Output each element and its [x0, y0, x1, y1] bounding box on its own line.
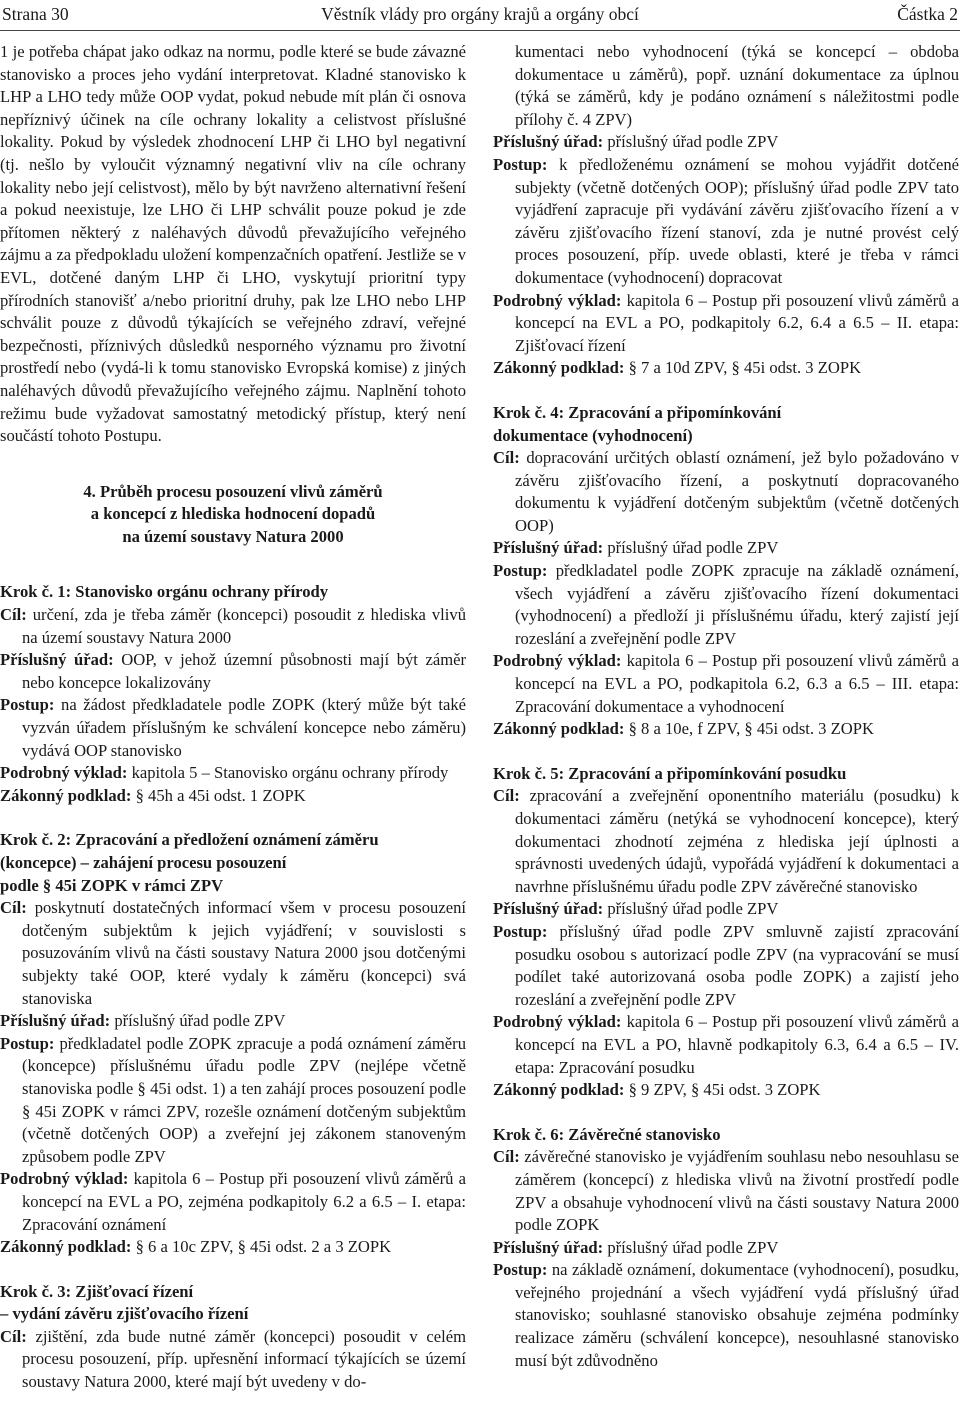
- intro-paragraph: 1 je potřeba chápat jako odkaz na normu, podle které se bude závazné stanovisko a proces jeho vydání interpretovat. Kladné stanovisko k LHP a LHO tedy může OOP vydat, pokud nebude mít plán či osnova nepříznivý účinek na cíle ochrany lokality a celistvost příslušné lokality. Pokud by výsledek zhodnocení LHP či LHO byl negativní (tj. nešlo by vyloučit významný negativní vliv na cíle ochrany lokality nebo její celistvost), mělo by být navrženo alternativní řešení a pokud neexistuje, lze LHO či LHP schválit pouze pokud je zde přítomen některý z naléhavých důvodů převažujícího veřejného zájmu a za předpokladu uložení kompenzačních opatření. Jestliže se v EVL, dotčené daným LHP či LHO, vyskytují prioritní typy přírodních stanovišť a/nebo prioritní druhy, pak lze LHO nebo LHP schválit pouze z důvodů týkajících se veřejného zdraví, veřejné bezpečnosti, příznivých důsledků nesporného významu pro životní prostředí nebo (vydá-li k tomu stanovisko Evropská komise) z jiných naléhavých důvodů převažujícího veřejného zájmu. Naplnění tohoto režimu bude vyžadovat samostatný metodický přístup, který není součástí tohoto Postupu.: [0, 42, 466, 446]
- step-3-procedure: Postup: k předloženému oznámení se mohou vyjádřit dotčené subjekty (včetně dotčených OOP); příslušný úřad podle ZPV tato vyjádření zapracuje při vydávání závěru zjišťovacího řízení a v závěru zjišťovacího řízení stanoví, zda je nutné provést celý proces posouzení, příp. uvede oblasti, které je třeba v rámci dokumentace (vyhodnocení) dopracovat: [493, 154, 959, 287]
- step-3-authority: Příslušný úřad: příslušný úřad podle ZPV: [493, 132, 779, 152]
- section-title-line-3: na území soustavy Natura 2000: [122, 526, 344, 546]
- section-title-line-1: 4. Průběh procesu posouzení vlivů záměrů: [83, 481, 383, 501]
- step-6-title: Krok č. 6: Závěrečné stanovisko: [493, 1124, 721, 1144]
- step-5-legal-basis: Zákonný podklad: § 9 ZPV, § 45i odst. 3 ZOPK: [493, 1080, 821, 1100]
- step-4-legal-basis: Zákonný podklad: § 8 a 10e, f ZPV, § 45i odst. 3 ZOPK: [493, 719, 874, 739]
- step-3-detail: Podrobný výklad: kapitola 6 – Postup při posouzení vlivů záměrů a koncepcí na EVL a PO, podkapitoly 6.2, 6.4 a 6.5 – II. etapa: Zjišťovací řízení: [493, 290, 959, 355]
- step-1: [0, 581, 466, 807]
- step-2-authority: Příslušný úřad: příslušný úřad podle ZPV: [0, 1011, 286, 1031]
- step-2: [0, 829, 466, 1258]
- step-3: [0, 1281, 466, 1394]
- page-header: [0, 2, 960, 26]
- step-6-procedure: Postup: na základě oznámení, dokumentace (vyhodnocení), posudku, veřejného projednání a všech vyjádření vydá příslušný úřad stanovisko; souhlasné stanovisko obsahuje zejména podmínky realizace záměru (schválení koncepce), nesouhlasné stanovisko musí být zdůvodněno: [493, 1260, 959, 1370]
- step-1-goal: Cíl: určení, zda je třeba záměr (koncepci) posoudit z hlediska vlivů na území soustavy Natura 2000: [0, 605, 466, 647]
- step-5-detail: Podrobný výklad: kapitola 6 – Postup při posouzení vlivů záměrů a koncepcí na EVL a PO, hlavně podkapitoly 6.3, 6.4 a 6.5 – IV. etapa: Zpracování posudku: [493, 1012, 959, 1077]
- step-3-goal-continued: kumentaci nebo vyhodnocení (týká se koncepcí – obdoba dokumentace u záměrů), popř. uznání dokumentace za úplnou (týká se záměrů, kdy je podáno oznámení s náležitostmi podle přílohy č. 4 ZPV): [515, 42, 959, 129]
- step-6-goal: Cíl: závěrečné stanovisko je vyjádřením souhlasu nebo nesouhlasu se záměrem (koncepcí) z hlediska vlivů na životní prostředí podle ZPV a obsahuje vyhodnocení vlivů na části soustavy Natura 2000 podle ZOPK: [493, 1147, 959, 1235]
- right-column: [493, 41, 959, 1372]
- step-4-authority: Příslušný úřad: příslušný úřad podle ZPV: [493, 538, 779, 558]
- step-4: [493, 402, 959, 741]
- step-1-detail: Podrobný výklad: kapitola 5 – Stanovisko orgánu ochrany přírody: [0, 763, 449, 783]
- step-2-detail: Podrobný výklad: kapitola 6 – Postup při posouzení vlivů záměrů a koncepcí na EVL a PO, zejména podkapitoly 6.2 a 6.5 – I. etapa: Zpracování oznámení: [0, 1169, 466, 1234]
- step-1-legal-basis: Zákonný podklad: § 45h a 45i odst. 1 ZOPK: [0, 785, 306, 805]
- page-number: Strana 30: [2, 4, 69, 24]
- journal-title: Věstník vlády pro orgány krajů a orgány obcí: [321, 4, 639, 24]
- step-5-goal: Cíl: zpracování a zveřejnění oponentního materiálu (posudku) k dokumentaci záměru (netýká se vyhodnocení koncepce), který dokumentaci zhodnotí zejména z hlediska její úplnosti a správnosti uvedených údajů, vypořádá vyjádření k dokumentaci a navrhne příslušnému úřadu podle ZPV závěrečné stanovisko: [493, 786, 959, 896]
- step-1-authority: Příslušný úřad: OOP, v jehož územní působnosti mají být záměr nebo koncepce lokalizovány: [0, 650, 467, 692]
- step-5-procedure: Postup: příslušný úřad podle ZPV smluvně zajistí zpracování posudku osobou s autorizací podle ZPV (na vypracování se musí podílet také autorizovaná osoba podle ZOPK) a zajistí jeho rozeslání a zveřejnění podle ZPV: [493, 921, 959, 1009]
- step-4-title-line-2: dokumentace (vyhodnocení): [493, 425, 693, 445]
- step-6-authority: Příslušný úřad: příslušný úřad podle ZPV: [493, 1237, 779, 1257]
- step-3-title-line-1: Krok č. 3: Zjišťovací řízení: [0, 1281, 194, 1301]
- step-6: [493, 1124, 959, 1373]
- step-3-goal: Cíl: zjištění, zda bude nutné záměr (koncepci) posoudit v celém procesu posouzení, příp. upřesnění informací týkajících se území soustavy Natura 2000, které mají být uvedeny v do-: [0, 1326, 466, 1392]
- issue-part: Částka 2: [897, 4, 958, 24]
- step-4-procedure: Postup: předkladatel podle ZOPK zpracuje na základě oznámení, všech vyjádření a závěru zjišťovacího řízení dokumentaci (vyhodnocení) a předloží ji příslušnému úřadu, který zajistí její rozeslání a zveřejnění podle ZPV: [493, 561, 959, 648]
- step-2-title-line-1: Krok č. 2: Zpracování a předložení oznámení záměru: [0, 830, 379, 850]
- left-column: [0, 41, 466, 1394]
- step-3-legal-basis: Zákonný podklad: § 7 a 10d ZPV, § 45i odst. 3 ZOPK: [493, 358, 862, 378]
- step-1-title: Krok č. 1: Stanovisko orgánu ochrany přírody: [0, 582, 329, 602]
- step-5-authority: Příslušný úřad: příslušný úřad podle ZPV: [493, 899, 779, 919]
- step-2-title-line-2: (koncepce) – zahájení procesu posouzení: [0, 853, 287, 872]
- step-4-title-line-1: Krok č. 4: Zpracování a připomínkování: [493, 402, 782, 422]
- section-title-line-2: a koncepcí z hlediska hodnocení dopadů: [90, 504, 376, 524]
- step-2-legal-basis: Zákonný podklad: § 6 a 10c ZPV, § 45i odst. 2 a 3 ZOPK: [0, 1237, 392, 1257]
- step-4-goal: Cíl: dopracování určitých oblastí oznámení, jež bylo požadováno v závěru zjišťovacího řízení, a poskytnutí dopracovaného dokumentu k vyjádření dotčeným subjektům (včetně dotčených OOP): [493, 448, 959, 535]
- step-2-title-line-3: podle § 45i ZOPK v rámci ZPV: [0, 875, 224, 895]
- step-3-title-line-2: – vydání závěru zjišťovacího řízení: [0, 1304, 249, 1324]
- step-5-title: Krok č. 5: Zpracování a připomínkování posudku: [493, 763, 847, 783]
- header-rule: [0, 30, 960, 31]
- step-2-procedure: Postup: předkladatel podle ZOPK zpracuje a podá oznámení záměru (koncepce) příslušnému úřadu podle ZPV (nejlépe včetně stanoviska podle § 45i odst. 1) a ten zahájí proces posouzení podle § 45i ZOPK v rámci ZPV, rozešle oznámení dotčeným subjektům (včetně dotčených OOP) a zveřejní jej zákonem stanoveným způsobem podle ZPV: [0, 1033, 466, 1166]
- step-5: [493, 763, 959, 1102]
- step-2-goal: Cíl: poskytnutí dostatečných informací všem v procesu posouzení dotčeným subjektům k jejich vyjádření; v souvislosti s posuzováním vlivů na části soustavy Natura 2000 jsou dotčenými subjekty také OOP, které vydaly k záměru (koncepci) svá stanoviska: [0, 898, 466, 1008]
- step-4-detail: Podrobný výklad: kapitola 6 – Postup při posouzení vlivů záměrů a koncepcí na EVL a PO, podkapitola 6.2, 6.3 a 6.5 – III. etapa: Zpracování dokumentace a vyhodnocení: [493, 651, 959, 716]
- step-1-procedure: Postup: na žádost předkladatele podle ZOPK (který může být také vyzván úřadem příslušným ke schválení koncepce nebo záměru) vydává OOP stanovisko: [0, 695, 466, 760]
